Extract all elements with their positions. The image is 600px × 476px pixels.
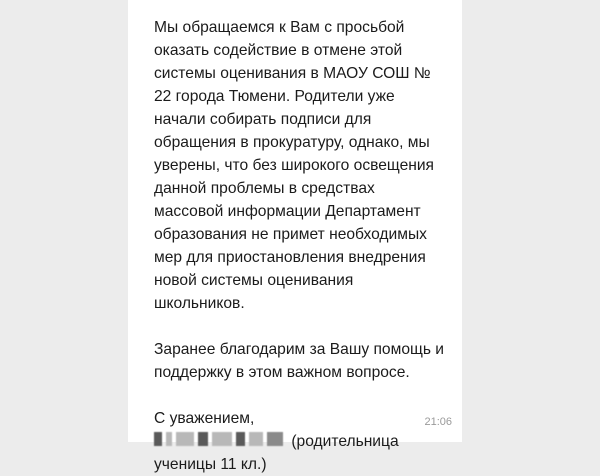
message-line: мер для приостановления внедрения — [154, 249, 426, 266]
redaction-block — [166, 432, 172, 446]
message-line: Заранее благодарим за Вашу помощь и — [154, 341, 444, 358]
redaction-block — [154, 432, 162, 446]
paragraph-spacer — [154, 384, 462, 407]
message-line: массовой информации Департамент — [154, 203, 421, 220]
paragraph-spacer — [154, 315, 462, 338]
redacted-name — [154, 431, 283, 447]
redaction-block — [249, 432, 263, 446]
redaction-block — [176, 432, 194, 446]
signature-line — [154, 430, 462, 453]
message-line: обращения в прокуратуру, однако, мы — [154, 134, 430, 151]
message-signature — [154, 407, 462, 476]
message-paragraph-2 — [154, 338, 462, 384]
redaction-block — [212, 432, 232, 446]
message-line: образования не примет необходимых — [154, 226, 427, 243]
signature-line-2: ученицы 11 кл.) — [154, 456, 267, 473]
signature-suffix: (родительница — [291, 433, 399, 450]
redaction-block — [236, 432, 245, 446]
message-line: начали собирать подписи для — [154, 111, 372, 128]
message-line: поддержку в этом важном вопросе. — [154, 364, 410, 381]
message-line: системы оценивания в МАОУ СОШ № — [154, 65, 431, 82]
message-bubble[interactable] — [128, 0, 462, 473]
message-line: данной проблемы в средствах — [154, 180, 375, 197]
message-line: Мы обращаемся к Вам с просьбой — [154, 19, 405, 36]
message-line: новой системы оценивания — [154, 272, 354, 289]
message-timestamp: 21:06 — [424, 416, 452, 428]
redaction-block — [198, 432, 208, 446]
closing-text: С уважением, — [154, 410, 255, 427]
message-paragraph-1 — [154, 16, 462, 315]
message-line: школьников. — [154, 295, 245, 312]
message-line: 22 города Тюмени. Родители уже — [154, 88, 395, 105]
message-line: уверены, что без широкого освещения — [154, 157, 435, 174]
message-line: оказать содействие в отмене этой — [154, 42, 403, 59]
redaction-block — [267, 432, 283, 446]
